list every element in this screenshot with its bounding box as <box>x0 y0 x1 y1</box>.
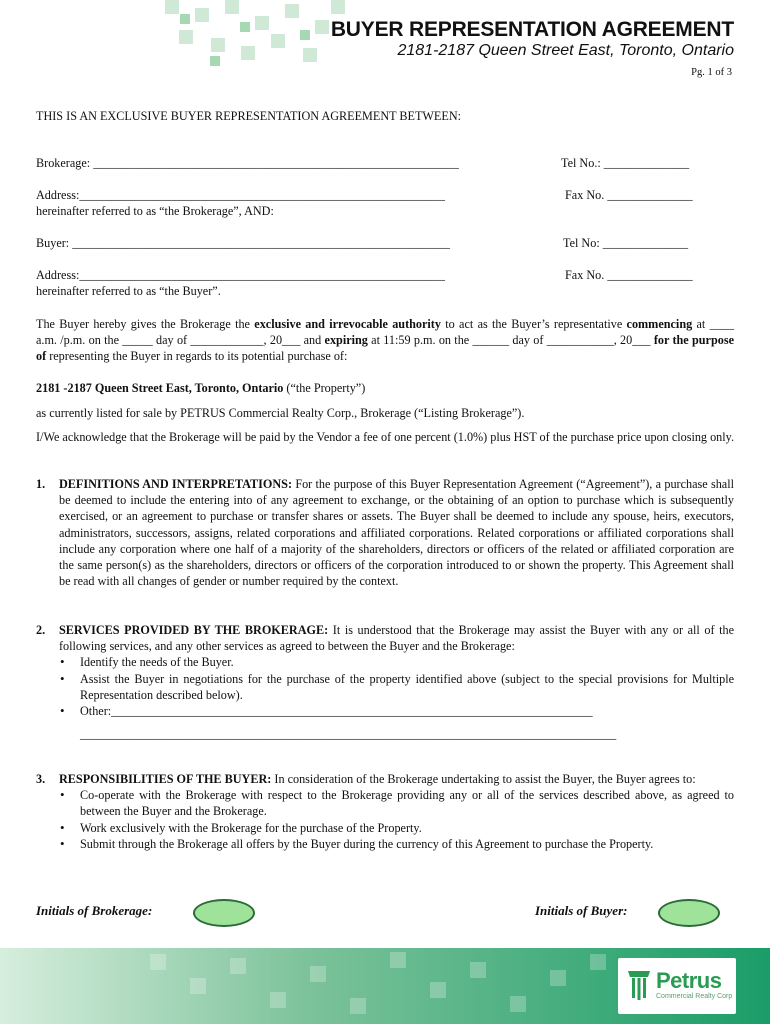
commencing-label: commencing <box>626 317 693 331</box>
expiring-label: expiring <box>324 333 368 347</box>
list-item: • Work exclusively with the Brokerage for the purchase of the Property. <box>58 820 734 836</box>
section-heading: RESPONSIBILITIES OF THE BUYER: <box>59 772 272 786</box>
brokerage-address-field[interactable]: Address:____________________________________________________________ <box>36 188 445 202</box>
document-subtitle: 2181-2187 Queen Street East, Toronto, Ontario <box>397 42 734 59</box>
section-responsibilities <box>36 771 734 852</box>
section-definitions <box>36 476 734 589</box>
section-number: 1. <box>36 477 46 491</box>
brokerage-tel-field[interactable]: Tel No.: ______________ <box>561 156 690 170</box>
section-heading: DEFINITIONS AND INTERPRETATIONS: <box>59 477 293 491</box>
section-text: In consideration of the Brokerage undertaking to assist the Buyer, the Buyer agrees to: <box>271 772 696 786</box>
services-list <box>58 654 734 719</box>
section-heading: SERVICES PROVIDED BY THE BROKERAGE: <box>59 623 329 637</box>
brokerage-field[interactable]: Brokerage: ____________________________________________________________ <box>36 156 459 170</box>
fee-paragraph: I/We acknowledge that the Brokerage will be paid by the Vendor a fee of one percent (1.0%) plus HST of the purchase price upon closing only. <box>36 430 734 444</box>
authority-text: The Buyer hereby gives the Brokerage the <box>36 317 255 331</box>
initials-brokerage-label: Initials of Brokerage: <box>36 903 153 918</box>
intro-heading: THIS IS AN EXCLUSIVE BUYER REPRESENTATION AGREEMENT BETWEEN: <box>36 109 462 123</box>
document-title: BUYER REPRESENTATION AGREEMENT <box>330 18 734 41</box>
list-item: • Assist the Buyer in negotiations for the purchase of the property identified above (subject to the special provisions for Multiple Representation described below). <box>58 671 734 703</box>
header-pattern <box>155 0 355 70</box>
section-services <box>36 622 734 742</box>
initials-buyer-field[interactable] <box>658 899 720 927</box>
list-item: • Co-operate with the Brokerage with respect to the Brokerage providing any or all of the services described above, as agreed to between the Buyer and the Brokerage. <box>58 787 734 819</box>
initials-buyer-label: Initials of Buyer: <box>535 903 628 918</box>
brokerage-fax-field[interactable]: Fax No. ______________ <box>565 188 693 202</box>
logo-subtitle: Commercial Realty Corp <box>656 993 733 1000</box>
other-services-field[interactable]: • Other:_______________________________________________________________________________ <box>58 703 734 719</box>
property-line <box>36 380 734 396</box>
buyer-fax-field[interactable]: Fax No. ______________ <box>565 268 693 282</box>
purpose-label: for the purpose of <box>36 333 734 363</box>
section-number: 3. <box>36 772 46 786</box>
listing-line: as currently listed for sale by PETRUS Commercial Realty Corp., Brokerage (“Listing Brokerage”). <box>36 406 525 420</box>
other-services-line[interactable]: ________________________________________________________________________________________ <box>80 727 617 742</box>
pillar-icon <box>626 967 652 1003</box>
section-text: For the purpose of this Buyer Representation Agreement (“Agreement”), a purchase shall be deemed to include the entering into of any agreement to exchange, or the obtaining of an option to purchase which is subsequently exercised, or an agreement to purchase or transfer shares or assets. The Buyer shall be deemed to include any spouse, heirs, executors, administrators, successors, assigns, related corporations and affiliated corporations. Related corporations or affiliated corporations shall include any corporation where one half of a majority of the shareholders, directors or officers of the related or affiliated corporation are the same person(s) as the shareholders, directors or officers of the corporation introduced to or shown the property. This Agreement shall be read with all changes of gender or number required by the context. <box>59 477 734 589</box>
brokerage-reference: hereinafter referred to as “the Brokerage”, AND: <box>36 204 274 218</box>
initials-brokerage-field[interactable] <box>193 899 255 927</box>
property-address: 2181 -2187 Queen Street East, Toronto, Ontario <box>36 381 284 395</box>
buyer-field[interactable]: Buyer: ______________________________________________________________ <box>36 236 451 250</box>
page-number: Pg. 1 of 3 <box>691 67 732 78</box>
authority-text: representing the Buyer in regards to its potential purchase of: <box>46 349 348 363</box>
authority-text: to act as the Buyer’s representative <box>440 317 627 331</box>
responsibilities-list <box>58 787 734 852</box>
petrus-logo <box>618 958 736 1014</box>
logo-wordmark: Petrus <box>656 968 722 993</box>
authority-paragraph <box>36 316 734 364</box>
buyer-address-field[interactable]: Address:____________________________________________________________ <box>36 268 445 282</box>
list-item: • Identify the needs of the Buyer. <box>58 654 734 670</box>
expiring-blanks[interactable]: at 11:59 p.m. on the ______ day of ___________, 20___ <box>367 333 654 347</box>
authority-bold: exclusive and irrevocable authority <box>254 317 441 331</box>
section-text: It is understood that the Brokerage may assist the Buyer with any or all of the following services, and any other services as agreed to between the Buyer and the Brokerage: <box>59 623 734 654</box>
buyer-reference: hereinafter referred to as “the Buyer”. <box>36 284 221 298</box>
list-item: • Submit through the Brokerage all offers by the Buyer during the currency of this Agreement to purchase the Property. <box>58 836 734 852</box>
commencing-blanks[interactable]: at ____ a.m. /p.m. on the _____ day of ____________, 20___ and <box>36 317 734 347</box>
property-label: (“the Property”) <box>283 381 366 395</box>
section-number: 2. <box>36 623 46 637</box>
buyer-tel-field[interactable]: Tel No: ______________ <box>563 236 689 250</box>
